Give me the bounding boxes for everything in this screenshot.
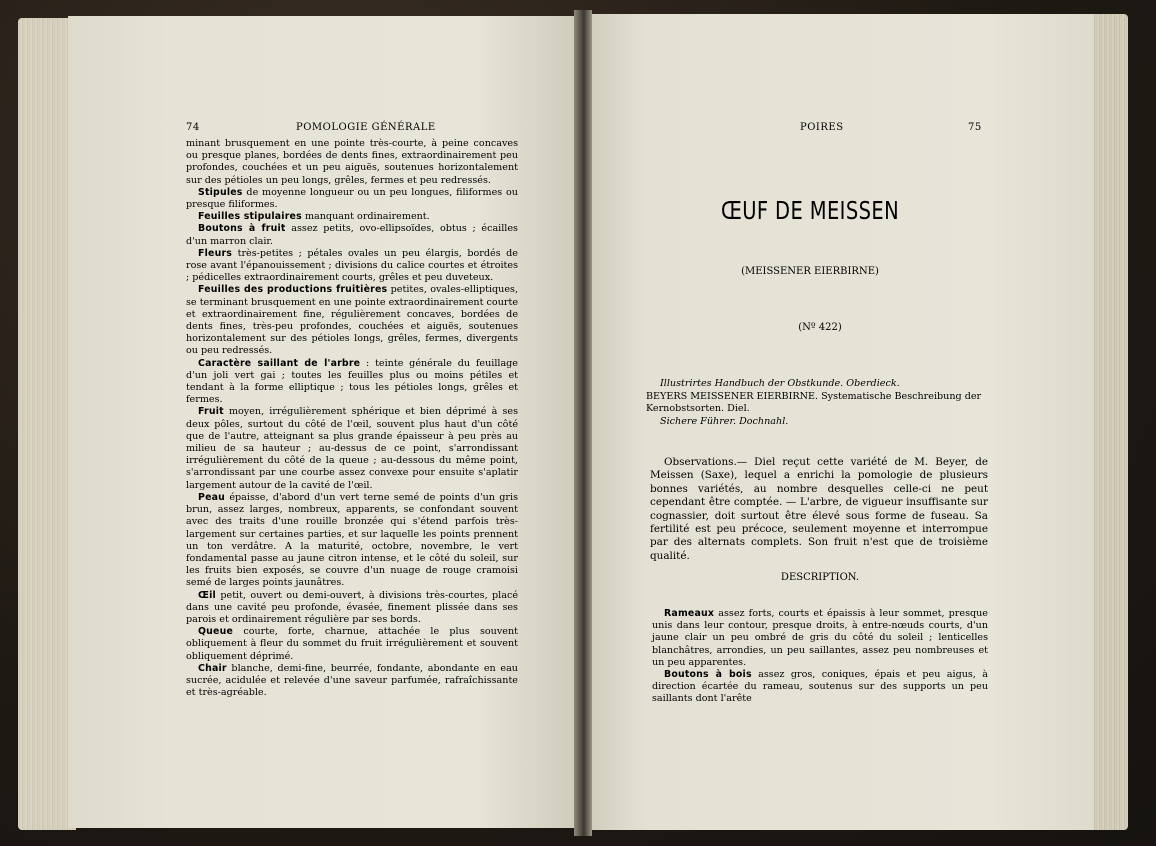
paragraph-text: très-petites ; pétales ovales un peu élargis, bordés de rose avant l'épanouissement ; divisions du calice courtes et étroites ; pédicelles extraordinairement courts, grêles et peu duveteux. — [186, 247, 518, 284]
paragraph — [186, 492, 518, 590]
term: Œil — [198, 589, 216, 601]
paragraph — [186, 138, 518, 187]
paragraph-text: blanche, demi-fine, beurrée, fondante, abondante en eau sucrée, acidulée et relevée d'une saveur parfumée, rafraîchissante et très-agréable. — [186, 662, 518, 699]
left-running-head: POMOLOGIE GÉNÉRALE — [296, 122, 436, 133]
reference-item: Illustrirtes Handbuch der Obstkunde. Oberdieck. — [660, 378, 900, 389]
book-gutter — [574, 10, 592, 836]
reference-item: BEYERS MEISSENER EIERBIRNE. Systematische Beschreibung der Kernobstsorten. Diel. — [646, 390, 982, 414]
paragraph-text: assez forts, courts et épaissis à leur sommet, presque unis dans leur contour, presque droits, à entre-nœuds courts, d'un jaune clair un peu ombré de gris du côté du soleil ; lenticelles blanchâtres, arrondies, un peu saillantes, assez peu nombreuses et un peu apparentes. — [652, 608, 988, 668]
term: Boutons à bois — [664, 669, 752, 681]
paragraph-text: assez petits, ovo-ellipsoïdes, obtus ; écailles d'un marron clair. — [186, 223, 518, 247]
paragraph-text: moyen, irrégulièrement sphérique et bien déprimé à ses deux pôles, surtout du côté de l'œil, souvent plus haut d'un côté que de l'autre, atteignant sa plus grande épaisseur à peu près au milieu de sa hauteur ; au-dessus de ce point, s'arrondissant irrégulièrement du côté de la queue ; au-dessous du même point, s'arrondissant par une courbe assez convexe pour ensuite s'aplatir largement autour de la cavité de l'œil. — [186, 406, 518, 491]
paragraph — [186, 663, 518, 700]
paragraph — [186, 223, 518, 247]
paragraph — [186, 187, 518, 211]
left-page-body — [186, 138, 518, 699]
paragraph-text: : teinte générale du feuillage d'un joli vert gai ; toutes les feuilles plus ou moins pétiles et tendant à la forme elliptique ; tous les pétioles longs, grêles et fermes. — [186, 357, 518, 406]
variety-title: ŒUF DE MEISSEN — [720, 196, 900, 225]
paragraph — [186, 358, 518, 407]
term: Feuilles des productions fruitières — [198, 284, 388, 296]
left-page-number: 74 — [186, 122, 200, 133]
observations — [650, 456, 988, 563]
term: Fruit — [198, 406, 224, 418]
paragraph — [186, 248, 518, 285]
term: Feuilles stipulaires — [198, 211, 302, 223]
term: Chair — [198, 662, 227, 674]
references — [646, 378, 1032, 428]
term: Fleurs — [198, 247, 233, 259]
reference-item: Sichere Führer. Dochnahl. — [660, 415, 789, 427]
page-edges-right — [1090, 14, 1128, 830]
paragraph — [652, 608, 988, 669]
paragraph-text: de moyenne longueur ou un peu longues, filiformes ou presque filiformes. — [186, 186, 518, 211]
paragraph — [186, 406, 518, 491]
description-body — [652, 608, 988, 706]
paragraph — [186, 590, 518, 627]
paragraph-text: minant brusquement en une pointe très-courte, à peine concaves ou presque planes, bordées de dents fines, extraordinairement peu profondes, couchées et un peu aiguës, soutenues horizontalement sur des pétioles un peu longs, grêles, fermes et peu redressés. — [186, 138, 518, 186]
variety-synonym: (MEISSENER EIERBIRNE) — [741, 266, 879, 277]
paragraph-text: manquant ordinairement. — [304, 211, 430, 223]
paragraph — [652, 669, 988, 706]
observations-text: Observations.— Diel reçut cette variété de M. Beyer, de Meissen (Saxe), lequel a enrichi la pomologie de plusieurs bonnes variétés, au nombre desquelles celle-ci ne peut cependant être comptée. — L'arbre, de vigueur insuffisante sur cognassier, doit surtout être élevé sous forme de fuseau. Sa fertilité est peu précoce, seulement moyenne et interrompue par des alternats complets. Son fruit n'est que de troisième qualité. — [650, 456, 988, 562]
paragraph — [186, 211, 518, 223]
paragraph-text: courte, forte, charnue, attachée le plus souvent obliquement à fleur du sommet du fruit irrégulièrement et souvent obliquement déprimé. — [186, 626, 518, 662]
term: Queue — [198, 626, 234, 638]
term: Rameaux — [664, 608, 715, 619]
right-running-head: POIRES — [800, 122, 844, 133]
paragraph — [186, 626, 518, 663]
paragraph-text: assez gros, coniques, épais et peu aigus, à direction écartée du rameau, soutenus sur des supports un peu saillants dont l'arête — [652, 669, 988, 705]
term: Caractère saillant de l'arbre — [198, 357, 361, 369]
paragraph-text: petites, ovales-elliptiques, se terminant brusquement en une pointe extraordinairement courte et extraordinairement fine, régulièrement concaves, bordées de dents fines, très-peu profondes, couchées et aiguës, soutenues horizontalement sur des pétioles longs, grêles, fermes, divergents ou peu redressés. — [186, 284, 518, 357]
term: Boutons à fruit — [198, 223, 286, 235]
paragraph-text: épaisse, d'abord d'un vert terne semé de points d'un gris brun, assez larges, nombreux, apparents, se confondant souvent avec des traits d'une rouille bronzée qui s'étend parfois très-largement sur certaines parties, et sur laquelle les points prennent un ton verdâtre. A la maturité, octobre, novembre, le vert fondamental passe au jaune citron intense, et le côté du soleil, sur les fruits bien exposés, se couvre d'un nuage de rouge cramoisi semé de larges points jaunâtres. — [186, 491, 518, 589]
term: Stipules — [198, 186, 243, 198]
variety-number: (Nº 422) — [798, 322, 842, 333]
paragraph — [186, 284, 518, 357]
description-heading: DESCRIPTION. — [780, 572, 860, 583]
right-page-number: 75 — [968, 122, 982, 133]
term: Peau — [198, 491, 226, 503]
paragraph-text: petit, ouvert ou demi-ouvert, à divisions très-courtes, placé dans une cavité peu profonde, évasée, finement plissée dans ses parois et ordinairement régulière par ses bords. — [186, 589, 518, 625]
